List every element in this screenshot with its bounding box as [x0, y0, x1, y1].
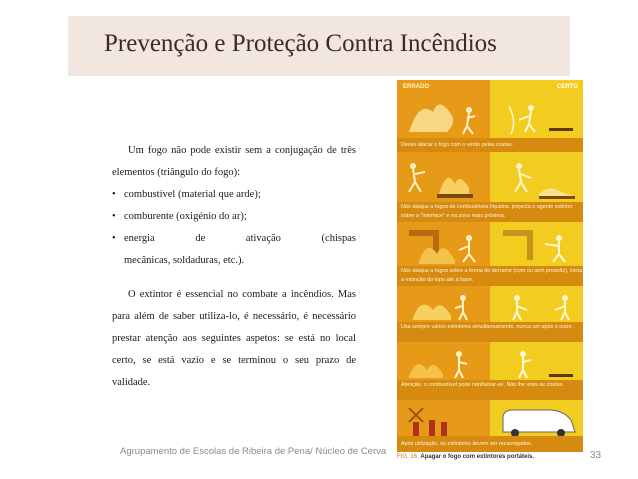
bullet-dot: • [112, 233, 116, 244]
paragraph-2-line-2: para além de saber utiliza-lo, é necessário, é necessário [112, 311, 356, 322]
scene-wind-illustration [399, 92, 581, 138]
bullet-item [112, 184, 356, 206]
paragraph-2-line-4: certo, se está vazio e se terminou o seu prazo de [112, 355, 356, 366]
caption-strip: Deves atacar o fogo com o vento pelas costas. [397, 138, 583, 152]
scene-multiple-extinguishers [399, 288, 581, 322]
right-header: CERTO [557, 84, 578, 90]
bullet-dot: • [112, 211, 116, 222]
page-title: Prevenção e Proteção Contra Incêndios [104, 30, 497, 57]
paragraph-1-line-2: elementos (triângulo do fogo): [112, 167, 241, 178]
paragraph-2-line-5: validade. [112, 377, 151, 388]
scene-spill-fire [399, 224, 581, 266]
caption-strip: Não ataque a fogos sobre a forma de derrame (com ou sem pressão), inicia a extinção do topo até à base. [397, 266, 583, 286]
bullet-dot: • [112, 189, 116, 200]
paragraph-2-line-1: O extintor é essencial no combate a incêndios. Mas [128, 289, 356, 300]
figure-panel [397, 80, 583, 452]
scene-recharge [399, 402, 581, 438]
figure-caption [397, 454, 534, 460]
bullet-list [112, 184, 356, 272]
wrong-header: ERRADO [403, 84, 430, 90]
caption-strip: Após utilização, os extintores devem ser recarregados. [397, 436, 583, 452]
figure-title: Apagar o fogo com extintores portáteis. [420, 454, 535, 460]
bullet-text: combustível (material que arde); [124, 189, 261, 200]
bullet-3-word: de [195, 233, 206, 244]
paragraph-1-line-1: Um fogo não pode existir sem a conjugação de três [128, 145, 356, 156]
extinguisher-figure [397, 80, 583, 468]
scene-reignition [399, 344, 581, 380]
bullet-item [112, 206, 356, 228]
caption-strip: Usa sempre vários extintores simultaneamente, nunca um após o outro. [397, 322, 583, 342]
bullet-3-first-line [124, 228, 356, 250]
bullet-text: comburente (oxigénio do ar); [124, 211, 247, 222]
paragraph-2-line-3: prestar atenção aos seguintes aspetos: se está no local [112, 333, 356, 344]
figure-number: FIG. 16. [397, 454, 419, 460]
caption-strip: Não ataque a fogos de combustíveis líquidos, projecta o agente extintor sobre a "interface" e na zona mais próxima. [397, 202, 583, 222]
bullet-3-word: ativação [245, 233, 281, 244]
caption-strip: Atenção: o combustível pode reinflamar-se. Não lhe vires as costas. [397, 380, 583, 400]
scene-liquid-fire [399, 154, 581, 202]
bullet-3-word: (chispas [321, 233, 356, 244]
bullet-item [112, 228, 356, 272]
body-text [112, 140, 356, 394]
bullet-3-word: energia [124, 233, 155, 244]
page-number: 33 [590, 450, 602, 461]
bullet-3-continuation: mecânicas, soldaduras, etc.). [124, 255, 245, 266]
footer-text: Agrupamento de Escolas de Ribeira de Pena/ Núcleo de Cerva [120, 446, 387, 457]
